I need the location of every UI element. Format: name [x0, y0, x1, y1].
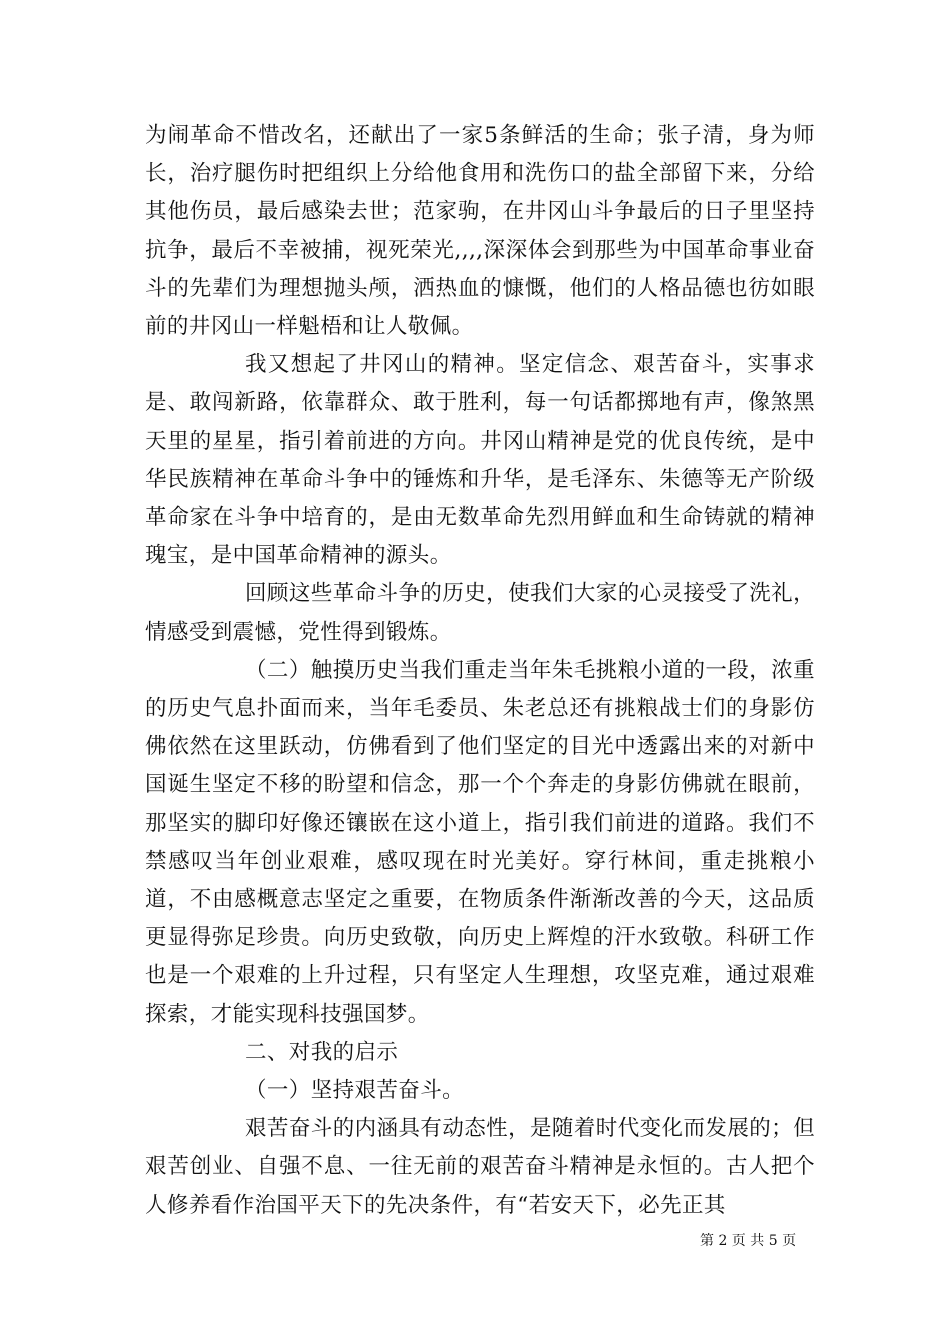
- page-number-footer: 第 2 页 共 5 页: [700, 1233, 797, 1249]
- paragraph-hard-work-meaning: 艰苦奋斗的内涵具有动态性，是随着时代变化而发展的；但艰苦创业、自强不息、一往无前的艰苦奋斗精神是永恒的。古人把个人修养看作治国平天下的先决条件，有“若安天下，必先正其: [145, 1116, 815, 1218]
- paragraph-martyrs: 为闹革命不惜改名，还献出了一家5条鲜活的生命；张子清，身为师长，治疗腿伤时把组织上分给他食用和洗伤口的盐全部留下来，分给其他伤员，最后感染去世；范家驹，在井冈山斗争最后的日子里坚持抗争，最后不幸被捕，视死荣光,,,,深深体会到那些为中国革命事业奋斗的先辈们为理想抛头颅，洒热血的慷慨，他们的人格品德也彷如眼前的井冈山一样魁梧和让人敬佩。: [145, 123, 815, 340]
- paragraph-touch-history: （二）触摸历史当我们重走当年朱毛挑粮小道的一段，浓重的历史气息扑面而来，当年毛委员、朱老总还有挑粮战士们的身影仿佛依然在这里跃动，仿佛看到了他们坚定的目光中透露出来的对新中国诞生坚定不移的盼望和信念，那一个个奔走的身影仿佛就在眼前，那坚实的脚印好像还镶嵌在这小道上，指引我们前进的道路。我们不禁感叹当年创业艰难，感叹现在时光美好。穿行林间，重走挑粮小道，不由感概意志坚定之重要，在物质条件渐渐改善的今天，这品质更显得弥足珍贵。向历史致敬，向历史上辉煌的汗水致敬。科研工作也是一个艰难的上升过程，只有坚定人生理想，攻坚克难，通过艰难探索，才能实现科技强国梦。: [145, 657, 815, 1027]
- subheading-hard-work: （一）坚持艰苦奋斗。: [245, 1078, 465, 1104]
- paragraph-review-history: 回顾这些革命斗争的历史，使我们大家的心灵接受了洗礼，情感受到震憾，党性得到锻炼。: [145, 581, 815, 645]
- section-heading-inspiration: 二、对我的启示: [245, 1039, 399, 1065]
- paragraph-jinggangshan-spirit: 我又想起了井冈山的精神。坚定信念、艰苦奋斗，实事求是、敢闯新路，依靠群众、敢于胜利，每一句话都掷地有声，像煞黑天里的星星，指引着前进的方向。井冈山精神是党的优良传统，是中华民族精神在革命斗争中的锤炼和升华，是毛泽东、朱德等无产阶级革命家在斗争中培育的，是由无数革命先烈用鲜血和生命铸就的精神瑰宝，是中国革命精神的源头。: [145, 352, 815, 569]
- document-body: [145, 117, 815, 1225]
